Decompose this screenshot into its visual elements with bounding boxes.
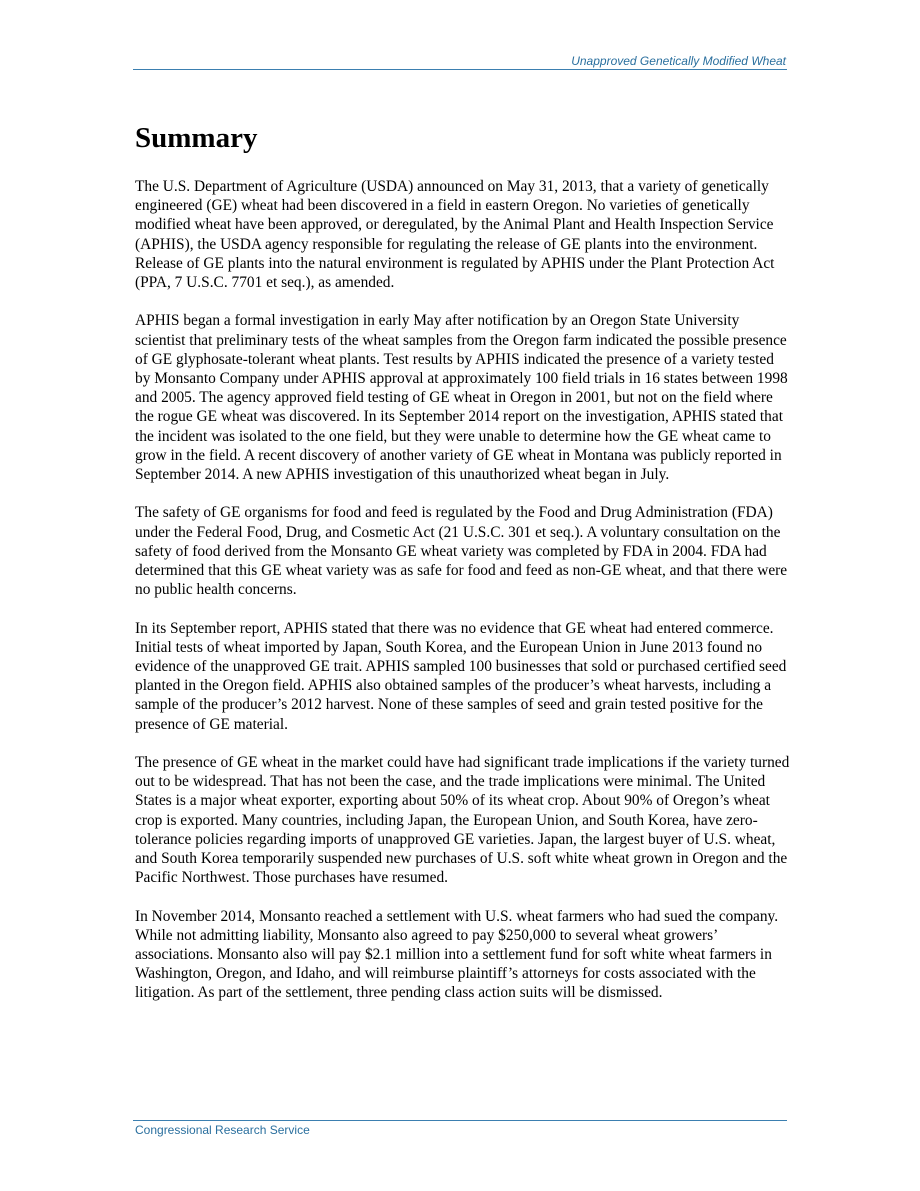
paragraph-6: In November 2014, Monsanto reached a settlement with U.S. wheat farmers who had sued the company. While not admitting liability, Monsanto also agreed to pay $250,000 to several wheat growers’ associations. Monsanto also will pay $2.1 million into a settlement fund for soft white wheat farmers in Washington, Oregon, and Idaho, and will reimburse plaintiff’s attorneys for costs associated with the litigation. As part of the settlement, three pending class action suits will be dismissed. — [135, 907, 779, 1002]
paragraph-2: APHIS began a formal investigation in early May after notification by an Oregon State University scientist that preliminary tests of the wheat samples from the Oregon farm indicated the possible presence of GE glyphosate-tolerant wheat plants. Test results by APHIS indicated the presence of a variety tested by Monsanto Company under APHIS approval at approximately 100 field trials in 16 states between 1998 and 2005. The agency approved field testing of GE wheat in Oregon in 2001, but not on the field where the rogue GE wheat was discovered. In its September 2014 report on the investigation, APHIS stated that the incident was isolated to the one field, but they were unable to determine how the GE wheat came to grow in the field. A recent discovery of another variety of GE wheat in Montana was publicly reported in September 2014. A new APHIS investigation of this unauthorized wheat began in July. — [135, 312, 788, 484]
running-header: Unapproved Genetically Modified Wheat — [571, 54, 786, 68]
footer-organization: Congressional Research Service — [135, 1123, 310, 1137]
paragraph-1: The U.S. Department of Agriculture (USDA) announced on May 31, 2013, that a variety of genetically engineered (GE) wheat had been discovered in a field in eastern Oregon. No varieties of genetically modified wheat have been approved, or deregulated, by the Animal Plant and Health Inspection Service (APHIS), the USDA agency responsible for regulating the release of GE plants into the environment. Release of GE plants into the natural environment is regulated by APHIS under the Plant Protection Act (PPA, 7 U.S.C. 7701 et seq.), as amended. — [135, 178, 775, 292]
page-title: Summary — [135, 122, 258, 154]
header-rule — [133, 69, 787, 70]
paragraph-4: In its September report, APHIS stated that there was no evidence that GE wheat had entered commerce. Initial tests of wheat imported by Japan, South Korea, and the European Union in June 2013 found no evidence of the unapproved GE trait. APHIS sampled 100 businesses that sold or purchased certified seed planted in the Oregon field. APHIS also obtained samples of the producer’s wheat harvests, including a sample of the producer’s 2012 harvest. None of these samples of seed and grain tested positive for the presence of GE material. — [135, 619, 787, 733]
paragraph-3: The safety of GE organisms for food and feed is regulated by the Food and Drug Administration (FDA) under the Federal Food, Drug, and Cosmetic Act (21 U.S.C. 301 et seq.). A voluntary consultation on the safety of food derived from the Monsanto GE wheat variety was completed by FDA in 2004. FDA had determined that this GE wheat variety was as safe for food and feed as non-GE wheat, and that there were no public health concerns. — [135, 504, 788, 599]
summary-body — [135, 177, 790, 1022]
paragraph-5: The presence of GE wheat in the market could have had significant trade implications if the variety turned out to be widespread. That has not been the case, and the trade implications were minimal. The United States is a major wheat exporter, exporting about 50% of its wheat crop. About 90% of Oregon’s wheat crop is exported. Many countries, including Japan, the European Union, and South Korea, have zero-tolerance policies regarding imports of unapproved GE varieties. Japan, the largest buyer of U.S. wheat, and South Korea temporarily suspended new purchases of U.S. soft white wheat grown in Oregon and the Pacific Northwest. Those purchases have resumed. — [135, 754, 790, 887]
footer-rule — [133, 1120, 787, 1121]
